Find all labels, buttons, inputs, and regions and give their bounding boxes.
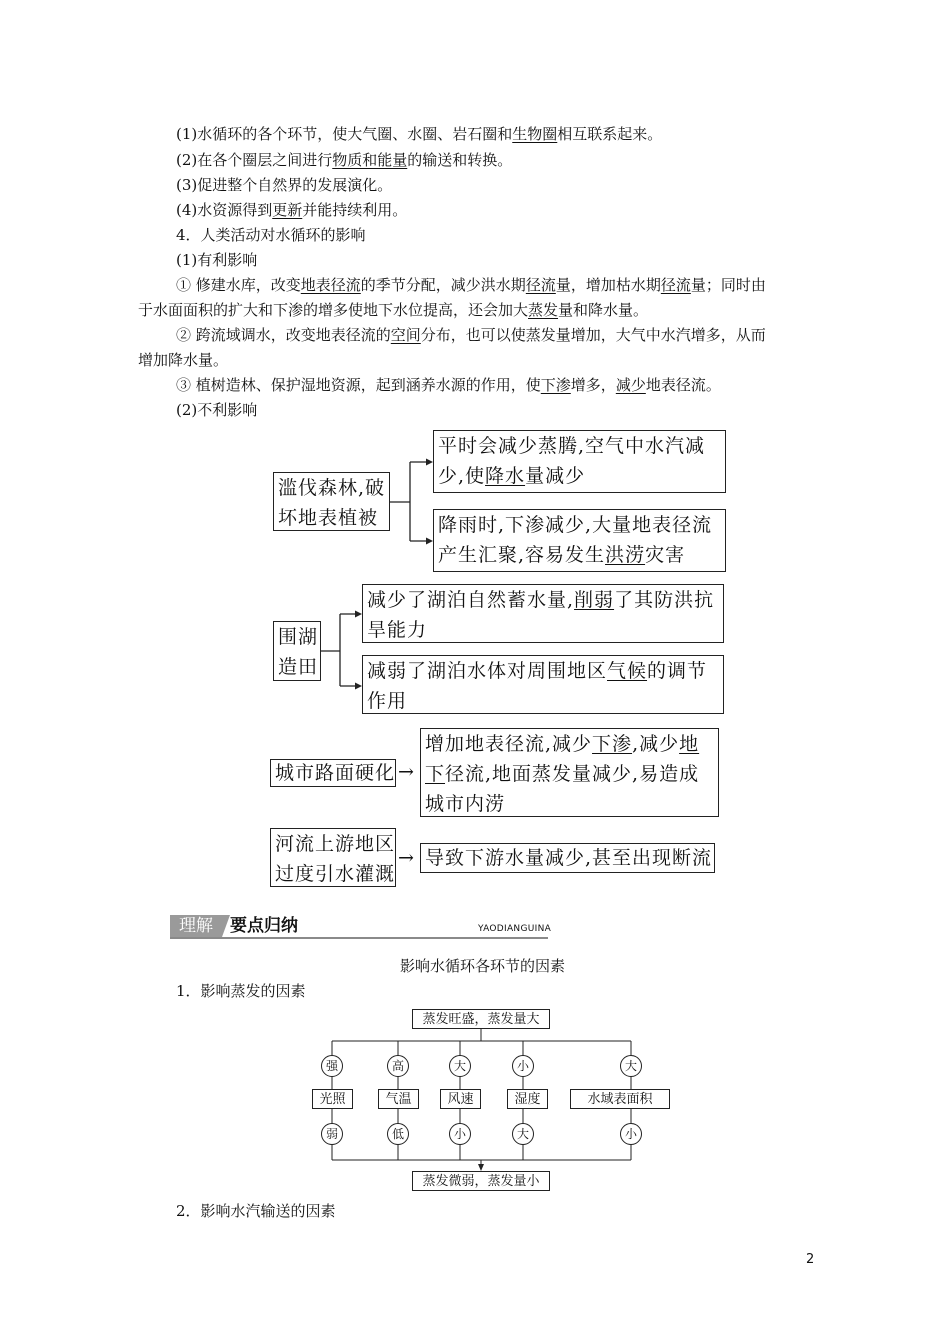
section-title: 要点归纳 xyxy=(230,916,298,936)
factor-level-high: 小 xyxy=(512,1055,534,1077)
cause-box-deforestation: 滥伐森林,破 坏地表植被 xyxy=(273,472,390,531)
effect-box: 导致下游水量减少,甚至出现断流 xyxy=(420,843,715,873)
text-line: ① 修建水库，改变地表径流的季节分配，减少洪水期径流量，增加枯水期径流量；同时由 xyxy=(176,276,766,294)
factor-humidity: 湿度 xyxy=(507,1089,548,1109)
text-line: 增加降水量。 xyxy=(138,351,229,369)
effect-box: 减弱了湖泊水体对周围地区气候的调节 作用 xyxy=(362,655,724,714)
section-tag: 理解 xyxy=(170,915,222,937)
effect-box: 平时会减少蒸腾,空气中水汽减 少,使降水量减少 xyxy=(433,430,726,493)
heading-evaporation: 1．影响蒸发的因素 xyxy=(176,982,306,1000)
arrow-icon: → xyxy=(398,761,414,783)
heading-vapor-transport: 2．影响水汽输送的因素 xyxy=(176,1202,336,1220)
subtitle: 影响水循环各环节的因素 xyxy=(400,957,566,975)
factor-level-high: 强 xyxy=(321,1055,343,1077)
cause-box-lake-reclamation: 围湖 造田 xyxy=(273,621,321,681)
effect-box: 减少了湖泊自然蓄水量,削弱了其防洪抗 旱能力 xyxy=(362,584,724,643)
text-line: (4)水资源得到更新并能持续利用。 xyxy=(176,201,408,219)
text-line: (1)水循环的各个环节，使大气圈、水圈、岩石圈和生物圈相互联系起来。 xyxy=(176,125,663,143)
sub-heading: (2)不利影响 xyxy=(176,401,258,419)
page-number: 2 xyxy=(806,1252,815,1267)
factor-level-low: 弱 xyxy=(321,1123,343,1145)
factor-temperature: 气温 xyxy=(378,1089,419,1109)
text-line: ③ 植树造林、保护湿地资源，起到涵养水源的作用，使下渗增多，减少地表径流。 xyxy=(176,376,721,394)
factor-level-low: 低 xyxy=(387,1123,409,1145)
effect-box: 增加地表径流,减少下渗,减少地 下径流,地面蒸发量减少,易造成 城市内涝 xyxy=(420,728,719,817)
factor-level-high: 大 xyxy=(449,1055,471,1077)
text-line: (3)促进整个自然界的发展演化。 xyxy=(176,176,393,194)
text-line: 于水面面积的扩大和下渗的增多使地下水位提高，还会加大蒸发量和降水量。 xyxy=(138,301,649,319)
arrow-icon: → xyxy=(398,847,414,869)
factor-level-low: 小 xyxy=(449,1123,471,1145)
factor-level-low: 小 xyxy=(620,1123,642,1145)
section-heading: 4．人类活动对水循环的影响 xyxy=(176,226,366,244)
cause-box-road-hardening: 城市路面硬化 xyxy=(270,759,396,787)
sub-heading: (1)有利影响 xyxy=(176,251,258,269)
effect-box: 降雨时,下渗减少,大量地表径流 产生汇聚,容易发生洪涝灾害 xyxy=(433,509,726,572)
text-line: (2)在各个圈层之间进行物质和能量的输送和转换。 xyxy=(176,151,513,169)
cause-box-irrigation: 河流上游地区 过度引水灌溉 xyxy=(270,828,396,887)
factor-level-high: 大 xyxy=(620,1055,642,1077)
section-title-pinyin: YAODIANGUINA xyxy=(478,924,552,934)
factor-level-low: 大 xyxy=(512,1123,534,1145)
text-line: ② 跨流域调水，改变地表径流的空间分布，也可以使蒸发量增加，大气中水汽增多，从而 xyxy=(176,326,766,344)
factor-level-high: 高 xyxy=(387,1055,409,1077)
factor-water-surface-area: 水域表面积 xyxy=(570,1089,670,1109)
factor-sunlight: 光照 xyxy=(312,1089,353,1109)
evaporation-strong-box: 蒸发旺盛，蒸发量大 xyxy=(412,1009,550,1029)
factor-wind-speed: 风速 xyxy=(440,1089,481,1109)
evaporation-weak-box: 蒸发微弱，蒸发量小 xyxy=(412,1171,550,1191)
